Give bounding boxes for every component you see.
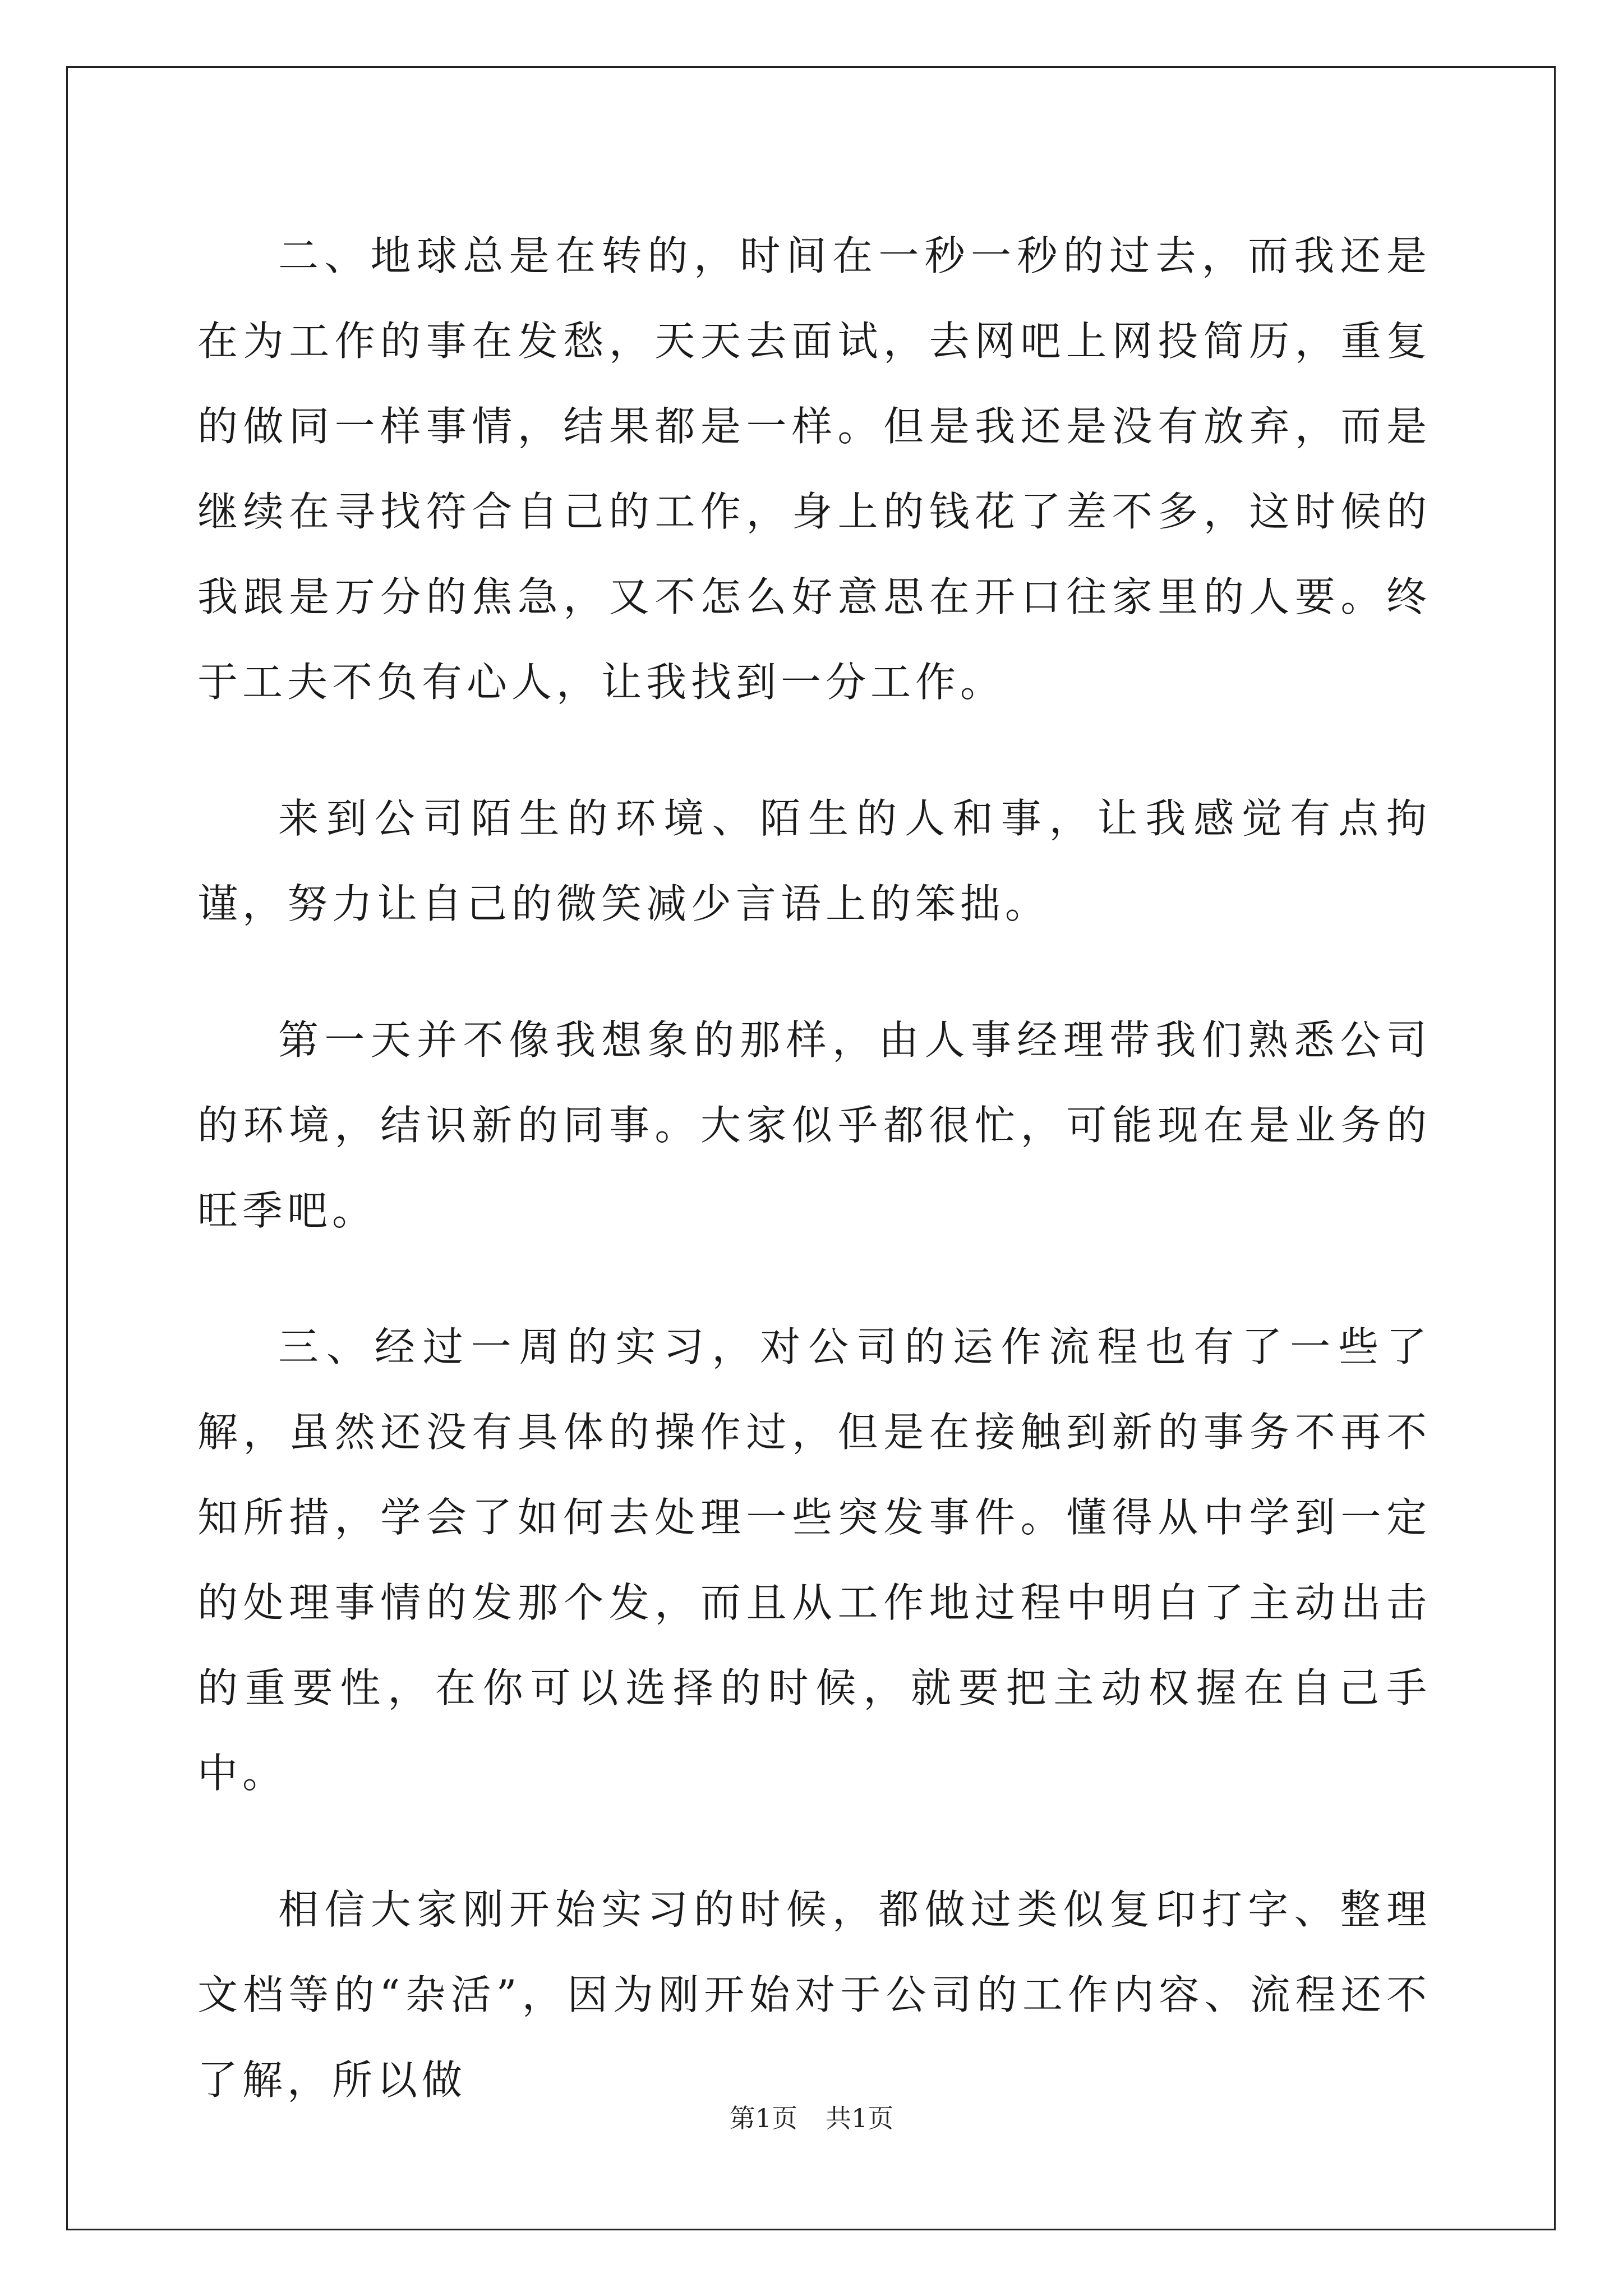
paragraph-5: 相信大家刚开始实习的时候，都做过类似复印打字、整理文档等的“杂活”，因为刚开始对于公司的工作内容、流程还不了解，所以做	[197, 1886, 1431, 2104]
page-footer	[0, 2098, 1623, 2135]
paragraph-1: 二、地球总是在转的，时间在一秒一秒的过去，而我还是在为工作的事在发愁，天天去面试，去网吧上网投简历，重复的做同一样事情，结果都是一样。但是我还是没有放弃，而是继续在寻找符合自己的工作，身上的钱花了差不多，这时候的我跟是万分的焦急，又不怎么好意思在开口往家里的人要。终于工夫不负有心人，让我找到一分工作。	[197, 232, 1431, 706]
paragraph-3: 第一天并不像我想象的那样，由人事经理带我们熟悉公司的环境，结识新的同事。大家似乎都很忙，可能现在是业务的旺季吧。	[197, 1016, 1431, 1234]
page-total: 共1页	[826, 2103, 894, 2133]
paragraph-4: 三、经过一周的实习，对公司的运作流程也有了一些了解，虽然还没有具体的操作过，但是在接触到新的事务不再不知所措，学会了如何去处理一些突发事件。懂得从中学到一定的处理事情的发那个发，而且从工作地过程中明白了主动出击的重要性，在你可以选择的时候，就要把主动权握在自己手中。	[197, 1323, 1431, 1797]
page-number: 第1页	[729, 2103, 797, 2133]
paragraph-2: 来到公司陌生的环境、陌生的人和事，让我感觉有点拘谨，努力让自己的微笑减少言语上的笨拙。	[197, 795, 1431, 927]
document-body	[197, 213, 1431, 2174]
